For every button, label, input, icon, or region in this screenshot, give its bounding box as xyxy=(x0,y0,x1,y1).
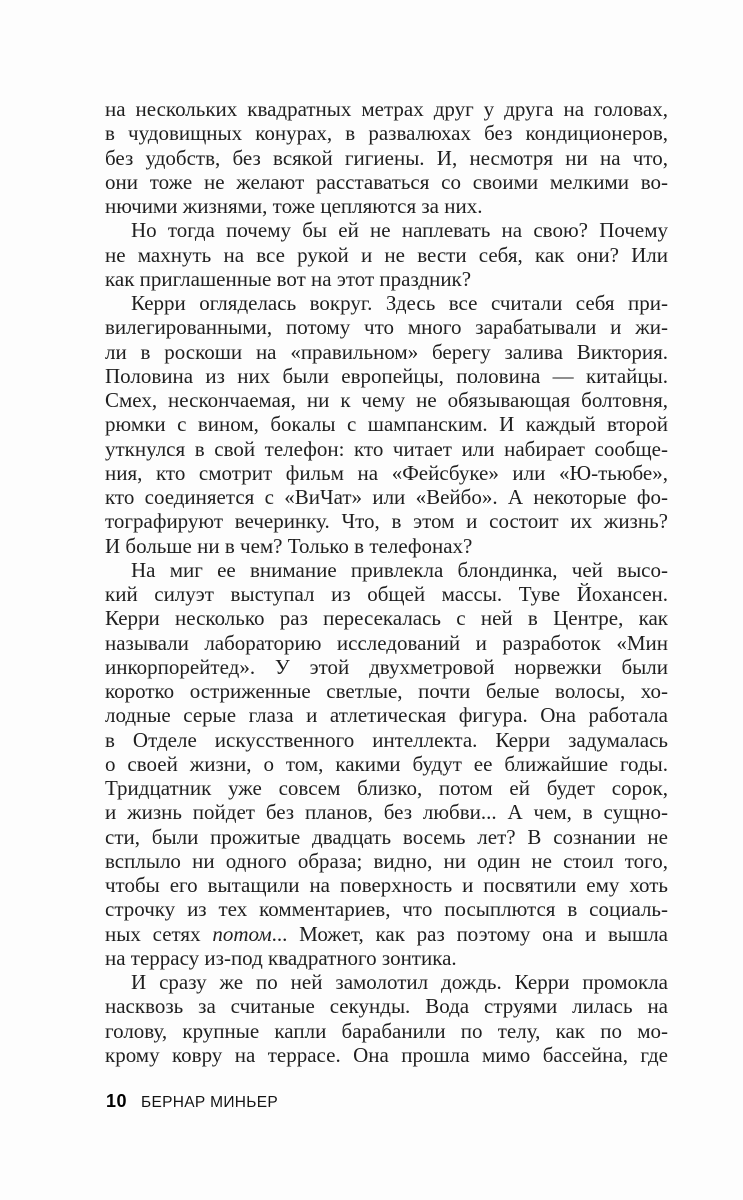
text-line: инкорпорейтед». У этой двухметровой норвежки были xyxy=(105,654,668,679)
text-column xyxy=(105,97,668,1067)
text-line: уткнулся в свой телефон: кто читает или набирает сообще- xyxy=(105,436,668,461)
text-line: И больше ни в чем? Только в телефонах? xyxy=(105,533,473,558)
text-line: называли лабораторию исследований и разработок «Мин xyxy=(105,630,668,655)
text-line: Керри огляделась вокруг. Здесь все считали себя при- xyxy=(131,291,668,315)
text-line: кий силуэт выступал из общей массы. Туве Йохансен. xyxy=(105,582,668,606)
text-line: на нескольких квадратных метрах друг у друга на головах, xyxy=(105,97,668,121)
text-line: всплыло ни одного образа; видно, ни один не стоил того, xyxy=(105,848,668,873)
text-line: ли в роскоши на «правильном» берегу залива Виктория. xyxy=(105,339,668,364)
text-run: ... Может, как раз поэтому она и вышла xyxy=(271,921,668,946)
paragraph xyxy=(105,291,668,558)
paragraph xyxy=(105,218,668,291)
text-line: Тридцатник уже совсем близко, потом ей будет сорок, xyxy=(105,776,668,800)
text-line: они тоже не желают расставаться со своими мелкими во- xyxy=(105,169,668,194)
paragraph xyxy=(105,970,668,1067)
text-line: Половина из них были европейцы, половина — китайцы. xyxy=(105,363,668,388)
page-footer xyxy=(106,1091,278,1112)
text-line: в Отделе искусственного интеллекта. Керри задумалась xyxy=(105,727,668,752)
text-line: в чудовищных конурах, в развалюхах без кондиционеров, xyxy=(105,121,668,146)
text-line: о своей жизни, о том, какими будут ее ближайшие годы. xyxy=(105,751,668,776)
text-line: Смех, нескончаемая, ни к чему не обязывающая болтовня, xyxy=(105,388,668,412)
running-footer-author: БЕРНАР МИНЬЕР xyxy=(141,1094,279,1111)
text-line: тографируют вечеринку. Что, в этом и состоит их жизнь? xyxy=(105,509,668,534)
text-line: нючими жизнями, тоже цепляются за них. xyxy=(105,194,483,218)
text-line: насквозь за считаные секунды. Вода струями лилась на xyxy=(105,994,668,1019)
italic-text: потом xyxy=(212,921,272,946)
text-line: сти, были прожитые двадцать восемь лет? В сознании не xyxy=(105,824,668,849)
text-line: строчку из тех комментариев, что посыплются в социаль- xyxy=(105,897,668,922)
text-run: ных сетях xyxy=(105,921,213,946)
text-line: крому ковру на террасе. Она прошла мимо бассейна, где xyxy=(105,1042,668,1067)
paragraph xyxy=(105,558,668,970)
text-line: Но тогда почему бы ей не наплевать на свою? Почему xyxy=(131,218,668,243)
text-line: чтобы его вытащили на поверхность и посвятили ему хоть xyxy=(105,873,668,897)
paragraph xyxy=(105,97,668,218)
text-line: как приглашенные вот на этот праздник? xyxy=(105,266,472,291)
page-number: 10 xyxy=(106,1091,128,1111)
text-line: на террасу из-под квадратного зонтика. xyxy=(105,945,457,970)
text-line: Керри несколько раз пересекалась с ней в Центре, как xyxy=(105,606,668,631)
text-line: без удобств, без всякой гигиены. И, несмотря ни на что, xyxy=(105,145,668,170)
text-line: не махнуть на все рукой и не вести себя, как они? Или xyxy=(105,242,668,267)
text-line: И сразу же по ней замолотил дождь. Керри промокла xyxy=(131,970,668,994)
text-line: На миг ее внимание привлекла блондинка, чей высо- xyxy=(131,557,668,582)
text-line: ния, кто смотрит фильм на «Фейсбуке» или «Ю-тьюбе», xyxy=(105,460,668,485)
text-line xyxy=(105,922,668,946)
text-line: рюмки с вином, бокалы с шампанским. И каждый второй xyxy=(105,412,668,437)
text-line: кто соединяется с «ВиЧат» или «Вейбо». А некоторые фо- xyxy=(105,485,668,509)
text-line: и жизнь пойдет без планов, без любви... А чем, в сущно- xyxy=(105,800,668,825)
text-line: вилегированными, потому что много зарабатывали и жи- xyxy=(105,315,668,340)
text-line: коротко остриженные светлые, почти белые волосы, хо- xyxy=(105,679,668,703)
text-line: голову, крупные капли барабанили по телу, как по мо- xyxy=(105,1018,668,1043)
text-line: лодные серые глаза и атлетическая фигура. Она работала xyxy=(105,703,668,728)
